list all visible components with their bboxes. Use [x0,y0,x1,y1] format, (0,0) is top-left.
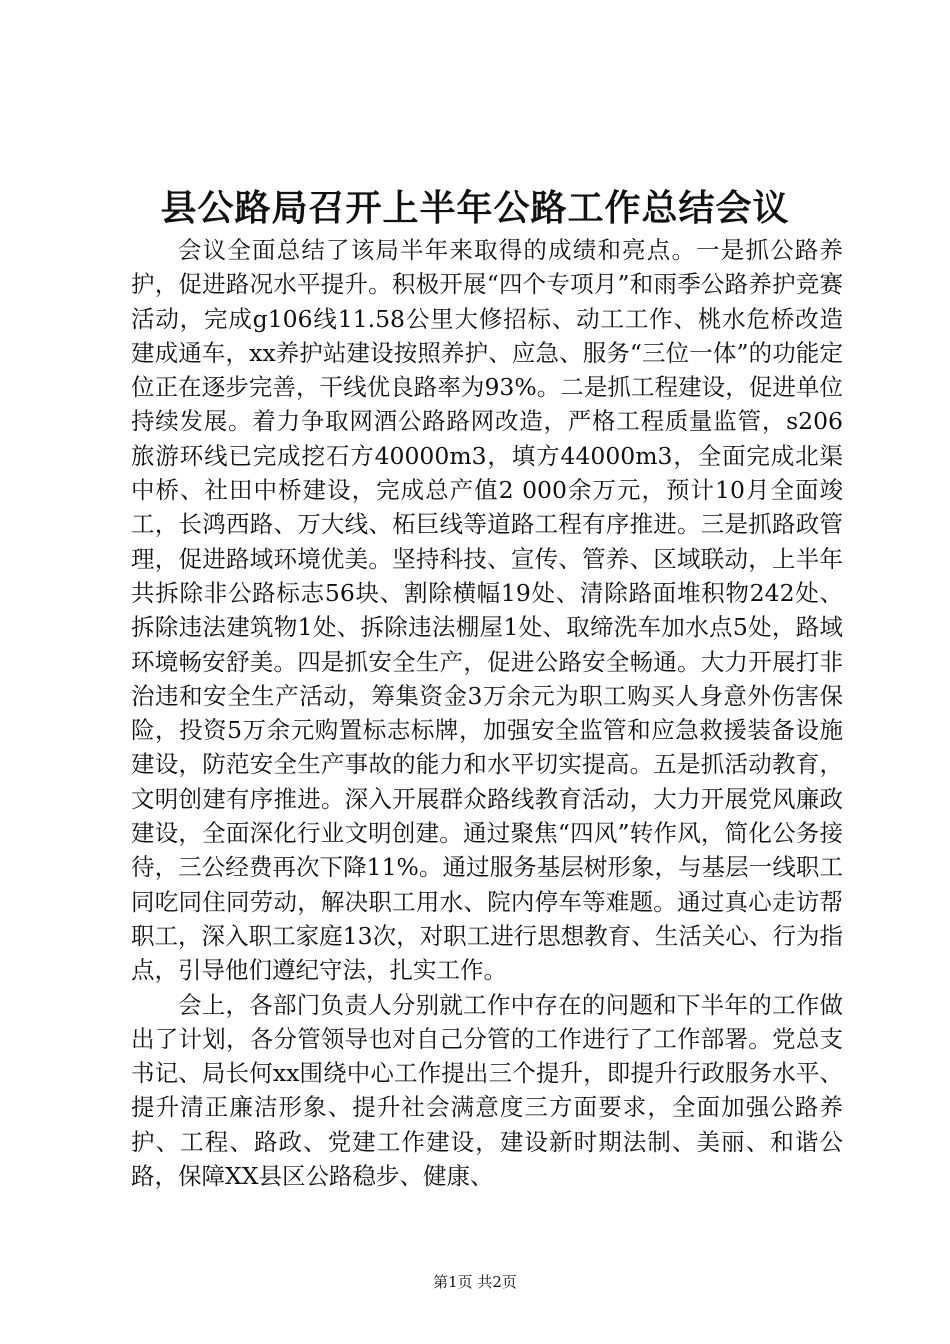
paragraph-1: 会议全面总结了该局半年来取得的成绩和亮点。一是抓公路养护，促进路况水平提升。积极开展“四个专项月”和雨季公路养护竞赛活动，完成g106线11.58公里大修招标、动工工作、桃水危桥改造建成通车，xx养护站建设按照养护、应急、服务“三位一体”的功能定位正在逐步完善，干线优良路率为93%。二是抓工程建设，促进单位持续发展。着力争取网酒公路路网改造，严格工程质量监管，s206旅游环线已完成挖石方40000m3，填方44000m3，全面完成北渠中桥、社田中桥建设，完成总产值2 000余万元，预计10月全面竣工，长鸿西路、万大线、柘巨线等道路工程有序推进。三是抓路政管理，促进路域环境优美。坚持科技、宣传、管养、区域联动，上半年共拆除非公路标志56块、割除横幅19处、清除路面堆积物242处、拆除违法建筑物1处、拆除违法棚屋1处、取缔洗车加水点5处，路域环境畅安舒美。四是抓安全生产，促进公路安全畅通。大力开展打非治违和安全生产活动，筹集资金3万余元为职工购买人身意外伤害保险，投资5万余元购置标志标牌，加强安全监管和应急救援装备设施建设，防范安全生产事故的能力和水平切实提高。五是抓活动教育，文明创建有序推进。深入开展群众路线教育活动，大力开展党风廉政建设，全面深化行业文明创建。通过聚焦“四风”转作风，简化公务接待，三公经费再次下降11%。通过服务基层树形象，与基层一线职工同吃同住同劳动，解决职工用水、院内停车等难题。通过真心走访帮职工，深入职工家庭13次，对职工进行思想教育、生活关心、行为指点，引导他们遵纪守法，扎实工作。 [131,236,843,985]
document-title: 县公路局召开上半年公路工作总结会议 [160,187,790,229]
paragraph-2: 会上，各部门负责人分别就工作中存在的问题和下半年的工作做出了计划，各分管领导也对自己分管的工作进行了工作部署。党总支书记、局长何xx围绕中心工作提出三个提升，即提升行政服务水平、提升清正廉洁形象、提升社会满意度三方面要求，全面加强公路养护、工程、路政、党建工作建设，建设新时期法制、美丽、和谐公路，保障XX县区公路稳步、健康、 [131,990,843,1191]
document-body [131,233,843,1193]
page-footer: 第1页 共2页 [433,1273,517,1291]
